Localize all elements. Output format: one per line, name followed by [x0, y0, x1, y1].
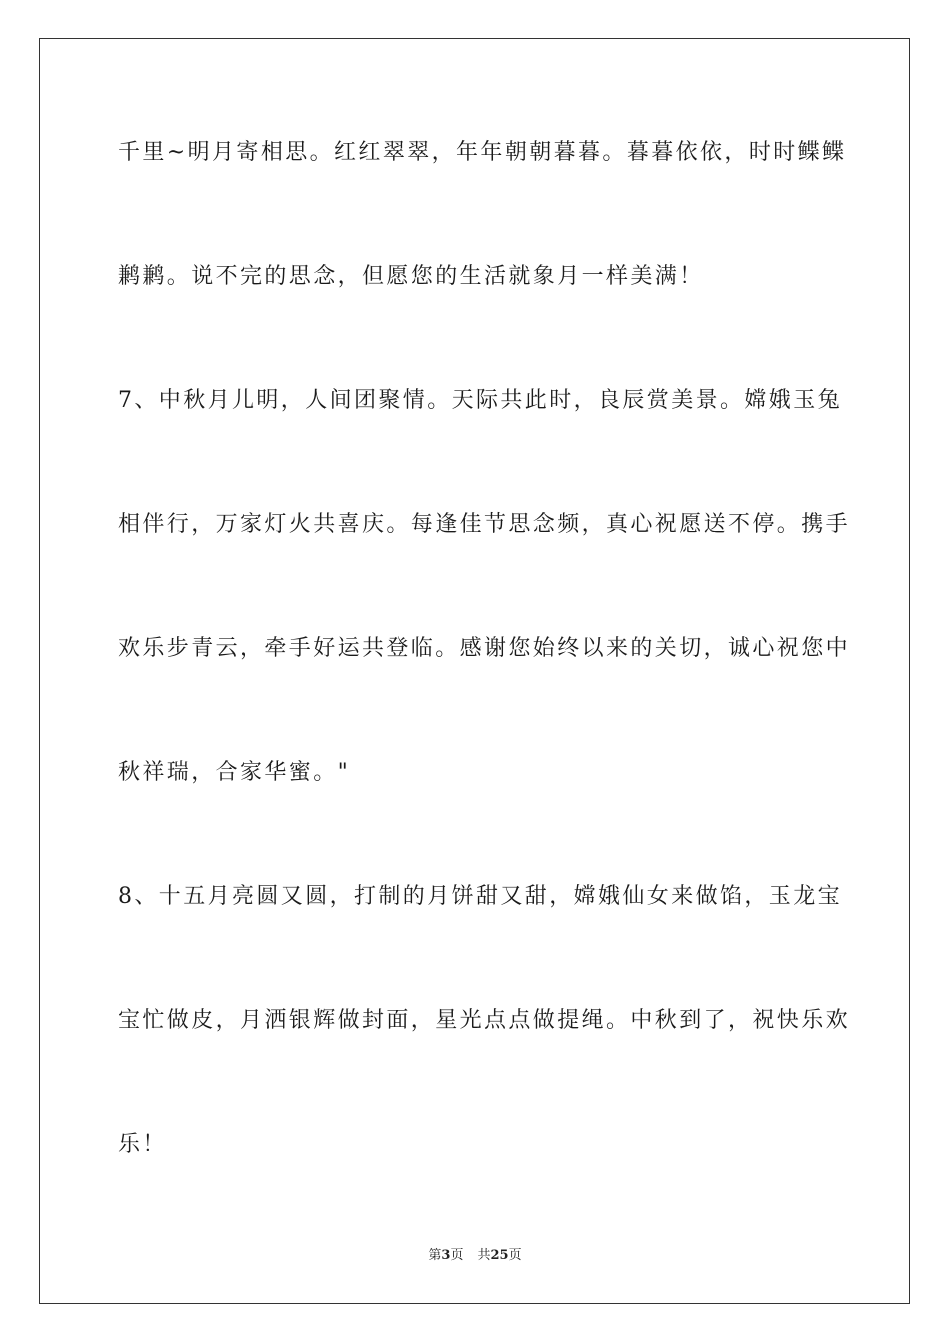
text-line-3: 7、中秋月儿明，人间团聚情。天际共此时，良辰赏美景。嫦娥玉兔	[118, 388, 842, 413]
page-border	[39, 38, 910, 1304]
text-line-4: 相伴行，万家灯火共喜庆。每逢佳节思念频，真心祝愿送不停。携手	[118, 512, 851, 537]
text-line-1: 千里~明月寄相思。红红翠翠，年年朝朝暮暮。暮暮依依，时时鲽鲽	[118, 140, 847, 165]
page-footer	[0, 1246, 950, 1266]
text-line-6: 秋祥瑞，合家华蜜。"	[118, 760, 351, 785]
text-line-2: 鹣鹣。说不完的思念，但愿您的生活就象月一样美满！	[118, 264, 704, 289]
page-number: 3	[441, 1248, 451, 1263]
text-line-7: 8、十五月亮圆又圆，打制的月饼甜又甜，嫦娥仙女来做馅，玉龙宝	[118, 884, 842, 909]
page-suffix: 页	[450, 1248, 464, 1263]
text-line-5: 欢乐步青云，牵手好运共登临。感谢您始终以来的关切，诚心祝您中	[118, 636, 851, 661]
total-pages: 25	[490, 1248, 509, 1263]
text-line-9: 乐！	[118, 1132, 167, 1157]
page-prefix: 第	[428, 1248, 442, 1263]
total-suffix: 页	[508, 1248, 522, 1263]
total-prefix: 共	[477, 1248, 491, 1263]
text-line-8: 宝忙做皮，月洒银辉做封面，星光点点做提绳。中秋到了，祝快乐欢	[118, 1008, 851, 1033]
